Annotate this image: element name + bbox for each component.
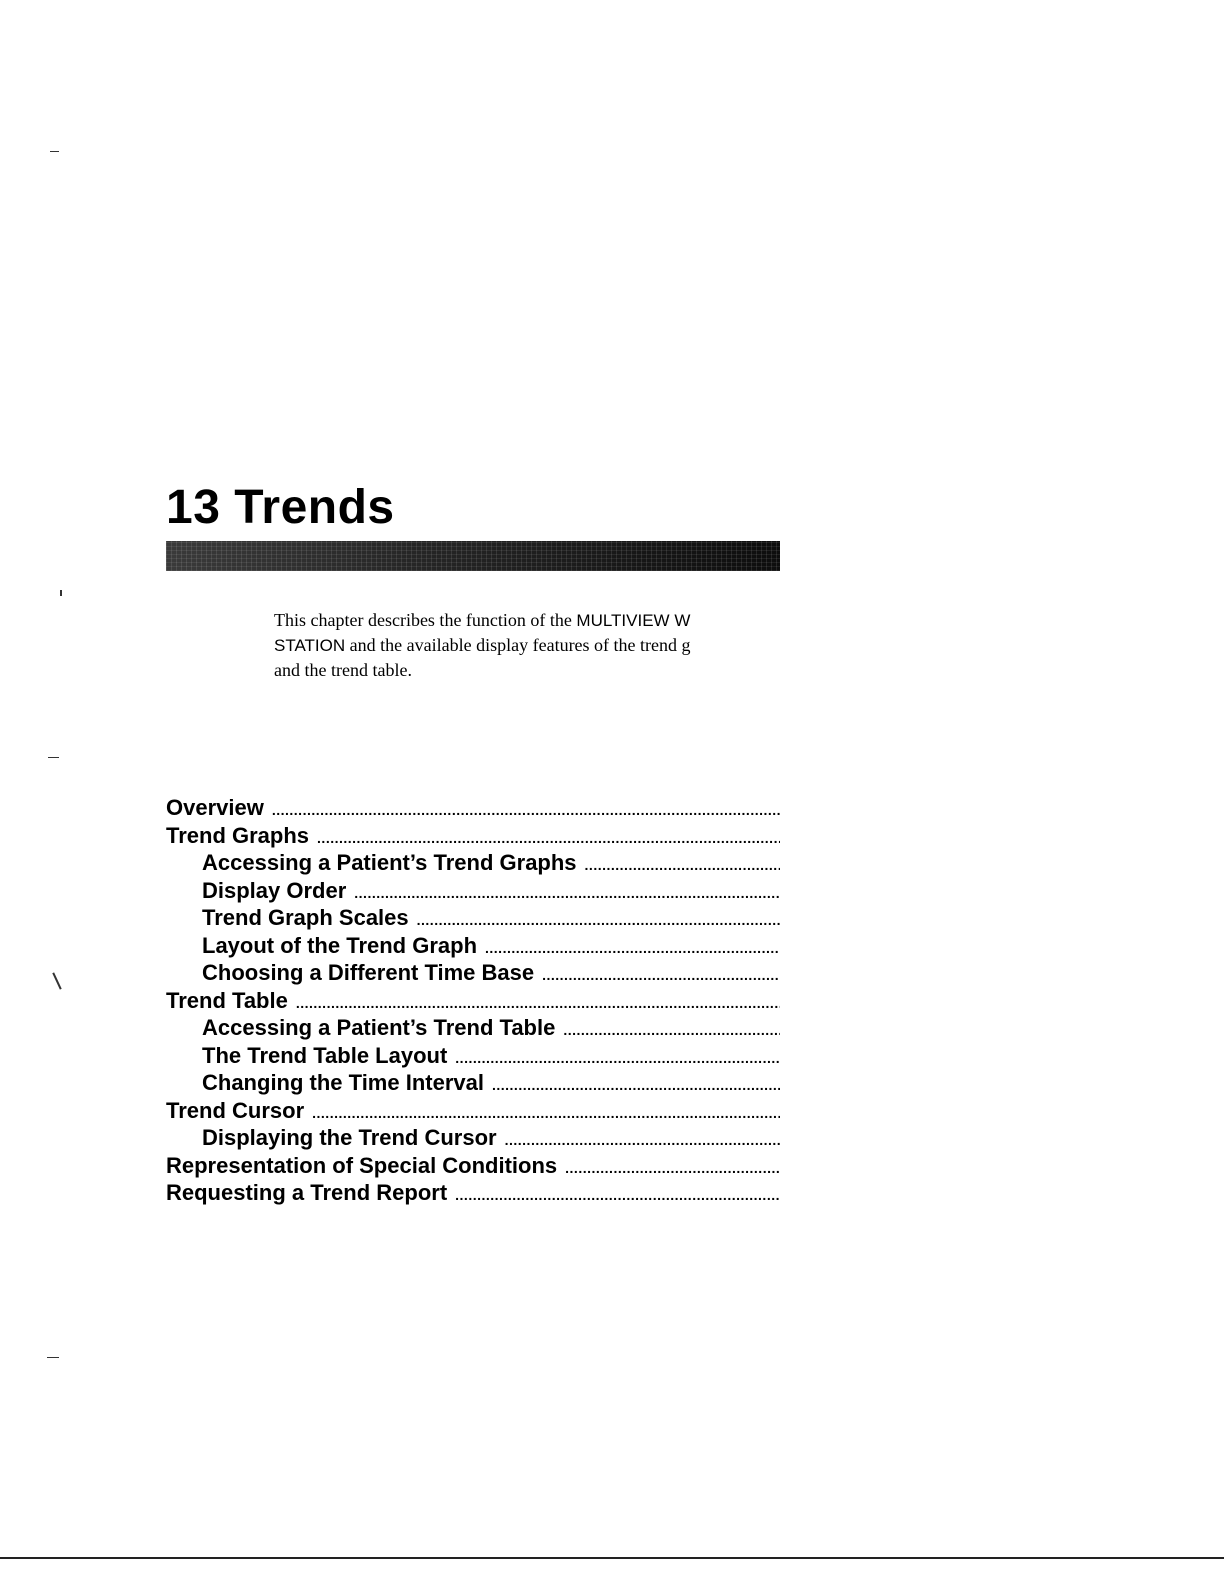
toc-leader-dots [563,1017,780,1042]
toc-leader-dots [505,1127,780,1152]
toc-entry[interactable] [166,1097,780,1125]
toc-entry[interactable] [166,877,780,905]
brand-name: MULTIVIEW W [576,611,691,630]
toc-leader-dots [317,825,780,850]
scan-mark [52,972,61,989]
toc-entry[interactable] [166,959,780,987]
toc-entry[interactable] [166,1014,780,1042]
chapter-intro [274,608,782,682]
toc-entry-label: Trend Graphs [166,822,310,848]
toc-entry-label: Changing the Time Interval [202,1070,484,1095]
toc-entry-label: Displaying the Trend Cursor [202,1125,497,1150]
toc-entry[interactable] [166,987,780,1015]
toc-leader-dots [455,1045,780,1070]
toc-entry[interactable] [166,1124,780,1152]
toc-leader-dots [455,1182,780,1207]
toc-entry-label: Requesting a Trend Report [166,1180,448,1205]
toc-leader-dots [492,1072,780,1097]
table-of-contents [166,794,780,1207]
toc-leader-dots [565,1155,780,1180]
toc-entry[interactable] [166,794,780,822]
intro-text: This chapter describes the function of the [274,610,577,630]
intro-line-2 [274,633,782,658]
toc-leader-dots [272,797,780,822]
toc-entry[interactable] [166,849,780,877]
brand-name: STATION [274,636,346,655]
toc-entry-label: Representation of Special Conditions [166,1152,558,1178]
toc-leader-dots [354,880,780,905]
toc-entry-label: Accessing a Patient’s Trend Graphs [202,850,577,875]
toc-leader-dots [296,990,780,1015]
chapter-title-bar [166,541,780,571]
toc-entry-label: Display Order [202,877,347,903]
toc-entry[interactable] [166,1069,780,1097]
scan-mark [60,590,62,596]
chapter-title: 13 Trends [166,481,395,534]
toc-entry[interactable] [166,1179,780,1207]
toc-entry-label: The Trend Table Layout [202,1042,448,1068]
toc-entry[interactable] [166,932,780,960]
intro-line-3: and the trend table. [274,660,412,680]
scan-mark [47,1357,59,1358]
intro-line-1 [274,608,782,633]
toc-entry-label: Trend Graph Scales [202,905,409,930]
toc-entry[interactable] [166,1042,780,1070]
toc-entry-label: Trend Table [166,987,288,1013]
toc-leader-dots [585,852,780,877]
toc-entry-label: Choosing a Different Time Base [202,960,535,985]
toc-entry-label: Overview [166,795,264,820]
toc-entry[interactable] [166,1152,780,1180]
toc-entry[interactable] [166,822,780,850]
intro-text: and the available display features of the trend g [345,635,691,655]
toc-leader-dots [312,1100,780,1125]
toc-entry-label: Layout of the Trend Graph [202,932,478,958]
toc-leader-dots [417,907,780,932]
toc-entry-label: Trend Cursor [166,1097,305,1123]
scan-mark [50,151,59,152]
toc-leader-dots [542,962,780,987]
toc-entry[interactable] [166,904,780,932]
page-bottom-rule [0,1557,1224,1559]
toc-entry-label: Accessing a Patient’s Trend Table [202,1015,556,1040]
toc-leader-dots [485,935,780,960]
scan-mark [48,757,59,758]
